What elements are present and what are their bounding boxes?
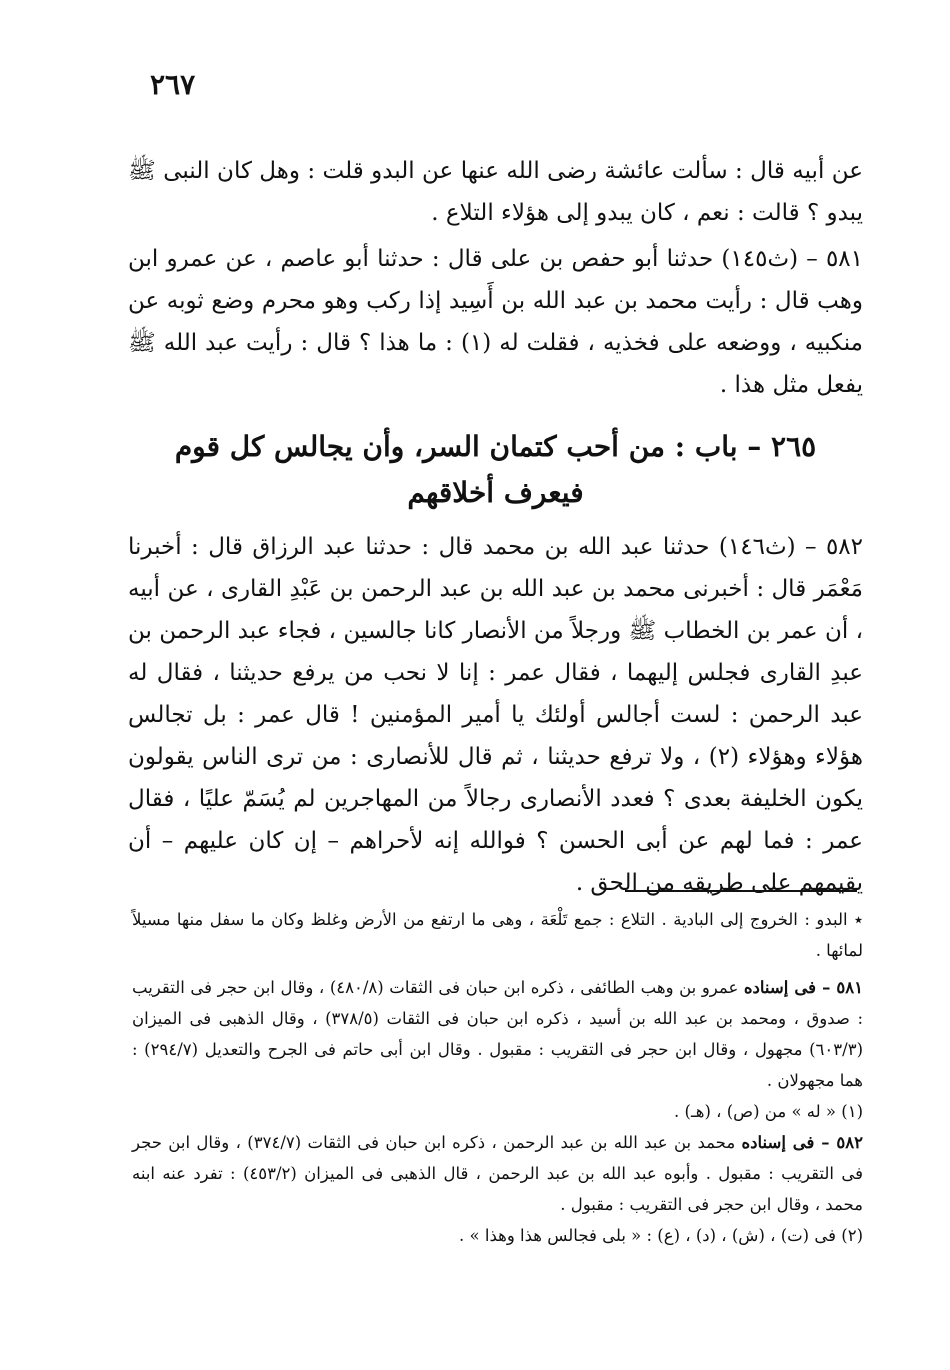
footnote-582-label: ٥٨٢ – فى إسناده (741, 1133, 863, 1152)
top-paragraph (128, 150, 863, 234)
hadith-581-paragraph: ٥٨١ – (ث١٤٥) حدثنا أبو حفص بن على قال : حدثنا أبو عاصم ، عن عمرو ابن وهب قال : رأيت محمد بن عبد الله بن أَسِيد إذا ركب وهو محرم وضع ثوبه عن منكبيه ، ووضعه على فخذيه ، فقلت له (١) : ما هذا ؟ قال : رأيت عبد الله ﷺ يفعل مثل هذا . (128, 246, 863, 398)
hadith-581-block (128, 238, 863, 406)
footnote-581 (132, 972, 863, 1096)
hadith-582-block (128, 526, 863, 904)
footnote-2: (٢) فى (ت) ، (ش) ، (د) ، (ع) : « بلى فجالس هذا وهذا » . (459, 1226, 863, 1245)
chapter-heading (128, 424, 863, 516)
footnote-581-text: عمرو بن وهب الطائفى ، ذكره ابن حبان فى الثقات (٤٨٠/٨) ، وقال ابن حجر فى التقريب : صدوق ، ومحمد بن عبد الله بن أسيد ، ذكره ابن حبان فى الثقات (٣٧٨/٥) ، وقال الذهبى فى الميزان (٦٠٣/٣) مجهول ، وقال ابن حجر فى التقريب : مقبول . وقال ابن أبى حاتم فى الجرح والتعديل (٢٩٤/٧) : هما مجهولان . (132, 978, 864, 1090)
footnote-badw: ٭ البدو : الخروج إلى البادية . التلاع : جمع تَلْعَة ، وهى ما ارتفع من الأرض وغلظ وكان ما سفل منها مسيلاً لمائها . (132, 910, 863, 960)
chapter-title-line2: فيعرف أخلاقهم (407, 476, 584, 509)
footnote-1: (١) « له » من (ص) ، (هـ) . (674, 1102, 863, 1121)
footnotes (132, 904, 863, 1251)
footnote-582-text: محمد بن عبد الله بن عبد الرحمن ، ذكره ابن حبان فى الثقات (٣٧٤/٧) ، وقال ابن حجر فى التقريب : مقبول . وأبوه عبد الله بن عبد الرحمن ، قال الذهبى فى الميزان (٤٥٣/٢) : تفرد عنه ابنه محمد ، وقال ابن حجر فى التقريب : مقبول . (132, 1133, 863, 1214)
hadith-582-paragraph: ٥٨٢ – (ث١٤٦) حدثنا عبد الله بن محمد قال : حدثنا عبد الرزاق قال : أخبرنا مَعْمَر قال : أخبرنى محمد بن عبد الله بن عبد الرحمن بن عَبْدِ القارى ، عن أبيه ، أن عمر بن الخطاب ﷺ ورجلاً من الأنصار كانا جالسين ، فجاء عبد الرحمن بن عبدِ القارى فجلس إليهما ، فقال عمر : إنا لا نحب من يرفع حديثنا ، فقال له عبد الرحمن : لست أجالس أولئك يا أمير المؤمنين ! قال عمر : بل تجالس هؤلاء وهؤلاء (٢) ، ولا ترفع حديثنا ، ثم قال للأنصارى : من ترى الناس يقولون يكون الخليفة بعدى ؟ فعدد الأنصارى رجالاً من المهاجرين لم يُسَمّ عليًا ، فقال عمر : فما لهم عن أبى الحسن ؟ فوالله إنه لأحراهم – إن كان عليهم – أن يقيمهم على طريقه من الحق . (128, 534, 864, 896)
footnote-divider (625, 890, 857, 892)
paragraph-badw-hadith: عن أبيه قال : سألت عائشة رضى الله عنها عن البدو قلت : وهل كان النبى ﷺ يبدو ؟ قالت : نعم ، كان يبدو إلى هؤلاء التلاع . (128, 158, 863, 226)
footnote-582 (132, 1127, 863, 1220)
footnote-581-label: ٥٨١ – فى إسناده (743, 978, 863, 997)
chapter-title-line1: ٢٦٥ – باب : من أحب كتمان السر، وأن يجالس كل قوم (174, 430, 817, 463)
page-number: ٢٦٧ (150, 68, 196, 101)
